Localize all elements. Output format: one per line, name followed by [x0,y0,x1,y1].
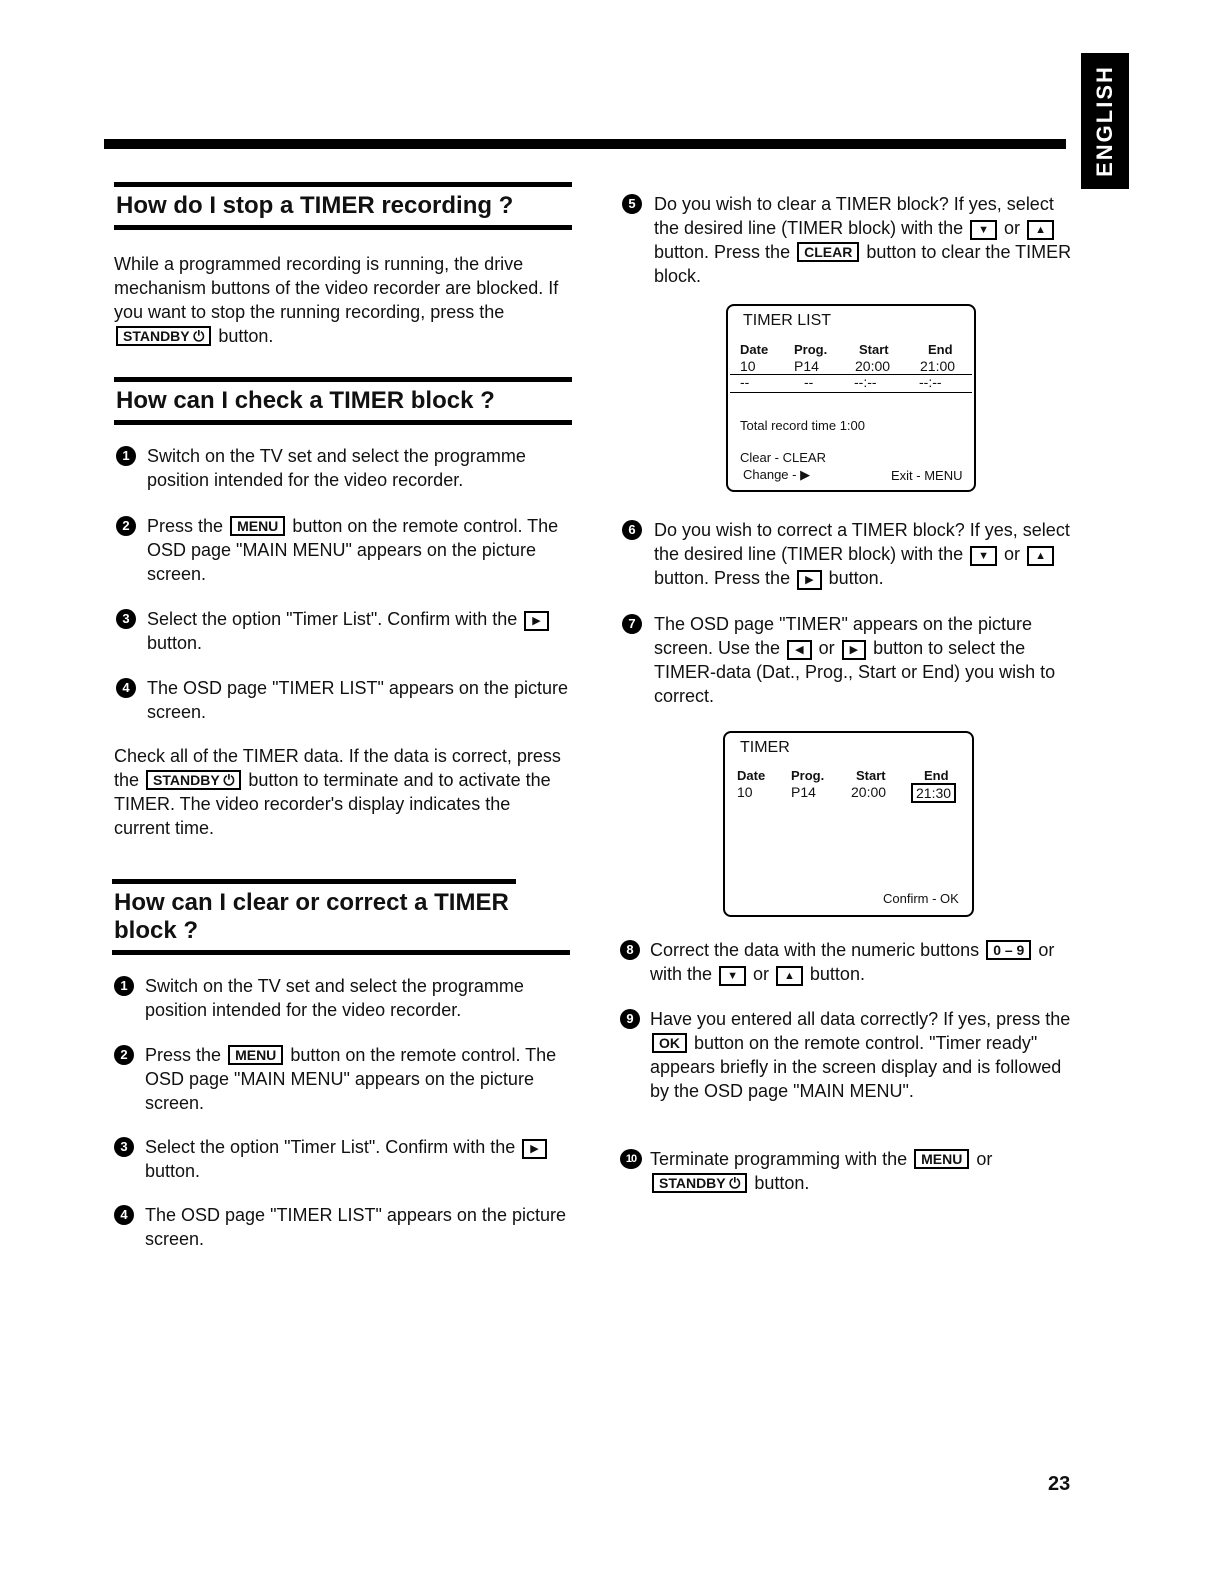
standby-key: STANDBY ⏻ [652,1173,747,1193]
osd-header-end: End [928,342,953,357]
heading-clear-timer: How can I clear or correct a TIMER block ? [112,879,516,950]
step-text-part: button. [754,1173,810,1193]
step-text-part: Press the [145,1045,222,1065]
osd-row-divider [730,392,972,393]
step-5 [622,192,1082,288]
clear-key: CLEAR [797,242,859,262]
down-key: ▼ [970,546,997,566]
clear-step-4 [114,1203,570,1251]
osd-cell-end: 21:00 [920,358,956,374]
osd-title: TIMER LIST [743,312,832,329]
step-text-part: or [1004,218,1021,238]
up-key: ▲ [776,966,803,986]
check-step-4 [116,676,572,724]
osd-cell-date: 10 [740,358,756,374]
language-tab [1081,53,1129,189]
step-number-badge: 6 [622,520,642,540]
play-key: ▶ [522,1139,546,1159]
step-text [114,1135,570,1183]
step-text-part: or [818,638,835,658]
osd-cell-start: 20:00 [855,358,891,374]
ok-key: OK [652,1033,687,1053]
menu-key: MENU [228,1045,283,1065]
down-key: ▼ [970,220,997,240]
top-rule [104,139,1066,149]
step-number-badge: 1 [114,976,134,996]
osd-header-date: Date [740,342,769,357]
step-text-part: or [1004,544,1021,564]
section-clear-timer [112,879,570,955]
step-text-part: button on the remote control. "Timer ready" appears briefly in the screen display and is followed by the OSD page "MAIN MENU". [650,1033,1062,1101]
step-text [620,1147,1082,1195]
step-text-part: button. [145,1161,201,1181]
osd-change-hint: Change - ▶ [743,467,811,482]
osd-empty-start: --:-- [854,374,877,390]
osd-cell-end-selected: 21:30 [911,783,956,803]
step-text: Switch on the TV set and select the programme position intended for the video recorder. [145,976,524,1020]
up-key: ▲ [1027,546,1054,566]
closing-text-after: button to terminate and to activate the TIMER. The video recorder's display indicates the current time. [114,770,551,838]
step-text-part: Press the [147,516,224,536]
step-number-badge: 2 [114,1045,134,1065]
clear-step-2 [114,1043,570,1115]
osd-exit-hint: Exit - MENU [891,468,963,483]
right-key: ▶ [842,640,866,660]
step-text [622,612,1082,708]
step-number-badge: 4 [114,1205,134,1225]
step-number-badge: 8 [620,940,640,960]
step-text-part: button to select the TIMER-data (Dat., Prog., Start or End) you wish to correct. [654,638,1056,706]
osd-clear-hint: Clear - CLEAR [740,450,826,465]
step-number-badge: 4 [116,678,136,698]
closing-text-before: Check all of the TIMER data. If the data is correct, press the [114,746,561,790]
step-text [116,607,572,655]
osd-header-prog: Prog. [794,342,828,357]
step-8 [620,938,1082,986]
step-number-badge: 9 [620,1009,640,1029]
osd-header-prog: Prog. [791,768,825,783]
up-key: ▲ [1027,220,1054,240]
step-text-part: button. [147,633,203,653]
step-9 [620,1007,1082,1103]
standby-key: STANDBY ⏻ [146,770,241,790]
step-text-part: button on the remote control. The OSD page "MAIN MENU" appears on the picture screen. [145,1045,557,1113]
step-text: The OSD page "TIMER LIST" appears on the picture screen. [145,1205,566,1249]
play-key: ▶ [797,570,821,590]
heading-check-timer: How can I check a TIMER block ? [114,377,572,425]
check-closing-paragraph [114,744,564,840]
check-step-2 [116,514,572,586]
step-text-part: Have you entered all data correctly? If yes, press the [650,1009,1071,1029]
section-stop-timer [114,182,572,348]
step-number-badge: 3 [116,609,136,629]
step-text-part: Correct the data with the numeric buttons [650,940,980,960]
menu-key: MENU [914,1149,969,1169]
stop-paragraph [114,252,572,348]
osd-cell-date: 10 [737,784,753,800]
step-text-part: The OSD page "TIMER" appears on the picture screen. Use the [654,614,1032,658]
step-number-badge: 3 [114,1137,134,1157]
step-text-part: button on the remote control. The OSD page "MAIN MENU" appears on the picture screen. [147,516,559,584]
check-step-3 [116,607,572,655]
step-number-badge: 1 [116,446,136,466]
step-text-part: Select the option "Timer List". Confirm with the [147,609,518,629]
stop-text-before: While a programmed recording is running, the drive mechanism buttons of the video recorder are blocked. If you want to stop the running recording, press the [114,254,559,322]
step-text-part: Select the option "Timer List". Confirm with the [145,1137,516,1157]
osd-empty-prog: -- [804,374,814,390]
step-6 [622,518,1082,590]
down-key: ▼ [719,966,746,986]
clear-step-3 [114,1135,570,1183]
step-text: The OSD page "TIMER LIST" appears on the picture screen. [147,678,568,722]
step-text-part: or [752,964,769,984]
osd-empty-end: --:-- [919,374,942,390]
step-text-part: button. Press the [654,242,791,262]
step-text [620,1007,1082,1103]
osd-confirm-hint: Confirm - OK [883,891,959,906]
section-check-timer [114,377,572,425]
step-text [116,514,572,586]
numeric-keys: 0 – 9 [986,940,1031,960]
osd-empty-date: -- [740,374,750,390]
step-10 [620,1147,1082,1195]
step-text-part: button to clear the TIMER block. [654,242,1072,286]
menu-key: MENU [230,516,285,536]
osd-title: TIMER [740,739,790,756]
left-key: ◀ [787,640,811,660]
step-text-part: Do you wish to correct a TIMER block? If yes, select the desired line (TIMER block) with the [654,520,1070,564]
osd-header-end: End [924,768,949,783]
step-text-part: or [976,1149,993,1169]
step-text-part: or with the [650,940,1055,984]
clear-step-1 [114,974,570,1022]
step-number-badge: 7 [622,614,642,634]
check-step-1 [116,444,572,492]
language-label: ENGLISH [1092,65,1118,177]
page-number: 23 [1048,1473,1071,1495]
step-number-badge: 10 [620,1149,642,1169]
standby-key: STANDBY ⏻ [116,326,211,346]
osd-header-start: Start [859,342,889,357]
osd-cell-start: 20:00 [851,784,887,800]
heading-bottom-rule [112,950,570,955]
step-text-part: button. [809,964,865,984]
step-text-part: button. Press the [654,568,791,588]
step-text-part: Do you wish to clear a TIMER block? If yes, select the desired line (TIMER block) with the [654,194,1054,238]
osd-header-start: Start [856,768,886,783]
step-7 [622,612,1082,708]
osd-total-time: Total record time 1:00 [740,418,866,433]
osd-header-date: Date [737,768,766,783]
step-text [620,938,1082,986]
osd-timer [723,731,974,917]
step-text: Switch on the TV set and select the programme position intended for the video recorder. [147,446,526,490]
step-number-badge: 2 [116,516,136,536]
step-text [622,518,1082,590]
heading-stop-timer: How do I stop a TIMER recording ? [114,182,572,230]
osd-cell-prog: P14 [794,358,819,374]
stop-text-after: button. [218,326,274,346]
osd-cell-prog: P14 [791,784,816,800]
play-key: ▶ [524,611,548,631]
step-text [622,192,1082,288]
step-text-part: Terminate programming with the [650,1149,908,1169]
osd-timer-list [726,304,976,492]
step-number-badge: 5 [622,194,642,214]
step-text [114,1043,570,1115]
step-text-part: button. [828,568,884,588]
